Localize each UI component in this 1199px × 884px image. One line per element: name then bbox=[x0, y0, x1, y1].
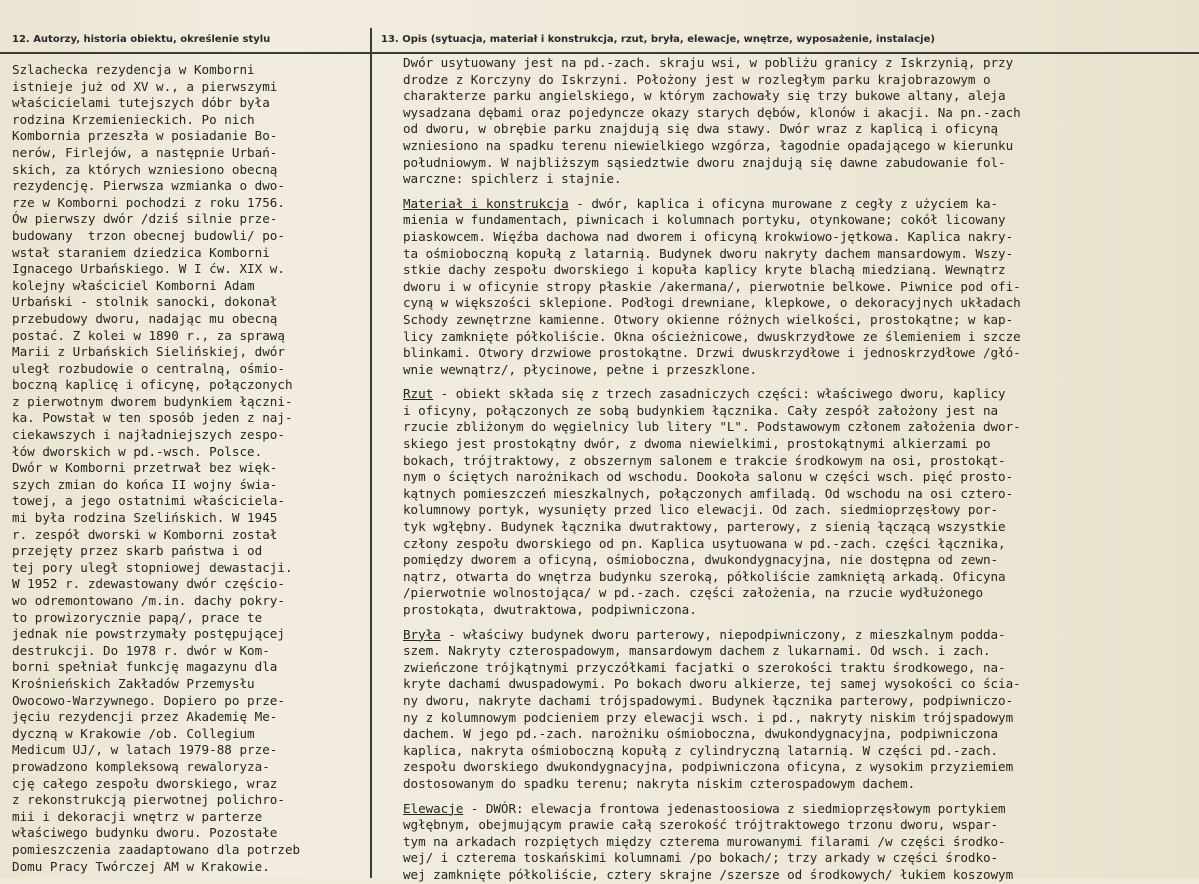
description-line: wzniesiono na spadku terenu niewielkiego wzgórza, łagodnie opadającego w kierunku bbox=[403, 137, 1014, 153]
column-divider bbox=[370, 28, 372, 878]
description-paragraph bbox=[403, 55, 1197, 188]
description-text-column bbox=[403, 55, 1197, 884]
description-line: wysadzana dębami oraz pojedyncze okazy starych dębów, klonów i akacji. Na pn.-zach bbox=[403, 104, 1021, 120]
history-line: destrukcji. Do 1978 r. dwór w Kom- bbox=[12, 642, 270, 658]
description-line: bokach, trójtraktowy, z obszernym salonem e trakcie środkowym na osi, prostokąt- bbox=[403, 452, 1006, 468]
history-line: wo odremontowano /m.in. dachy pokry- bbox=[12, 593, 285, 608]
description-line: piaskowcem. Więźba dachowa nad dworem i oficyną krokwiowo-jętkowa. Kaplica nakry- bbox=[403, 228, 1014, 244]
description-line bbox=[403, 196, 1197, 213]
header-divider-left bbox=[0, 52, 370, 54]
history-line: W 1952 r. zdewastowany dwór częścio- bbox=[12, 576, 285, 592]
description-paragraph bbox=[403, 801, 1197, 884]
section-heading: Elewacje bbox=[403, 800, 464, 816]
history-line: jęciu rezydencji przez Akademię Me- bbox=[12, 709, 278, 725]
description-line bbox=[403, 801, 1197, 818]
description-line: dostosowanym do spadku terenu; nakryta niskim czterospadowym dachem. bbox=[403, 775, 916, 791]
section-12-header: 12. Autorzy, historia obiektu, określenie stylu bbox=[12, 34, 271, 45]
description-line: kątnych pomieszczeń mieszkalnych, połączonych amfiladą. Od wschodu na osi cztero- bbox=[403, 485, 1014, 501]
history-line: jednak nie powstrzymały postępującej bbox=[12, 626, 285, 642]
history-line: Dwór w Komborni przetrwał bez więk- bbox=[12, 460, 278, 476]
history-line: wstał staraniem dziedzica Komborni bbox=[12, 244, 270, 260]
history-line: uległ rozbudowie o centralną, ośmio- bbox=[12, 360, 285, 376]
description-line-text: - obiekt składa się z trzech zasadniczych części: właściwego dworu, kaplicy bbox=[433, 386, 1006, 402]
description-line: blinkami. Otwory drzwiowe prostokątne. Drzwi dwuskrzydłowe i jednoskrzydłowe /głó- bbox=[403, 345, 1021, 361]
description-line: człony zespołu dworskiego od pn. Kaplica usytuowana w pd.-zach. części łącznika, bbox=[403, 535, 1006, 551]
description-line: ny z kolumnowym podcieniem przy elewacji wsch. i pd., nakryty niskim trójspadowym bbox=[403, 709, 1014, 725]
history-line: rze w Komborni pochodzi z roku 1756. bbox=[12, 194, 285, 210]
description-line: warczne: spichlerz i stajnie. bbox=[403, 171, 622, 187]
description-paragraph bbox=[403, 386, 1197, 618]
history-line: mii i dekoracji wnętrz w parterze bbox=[12, 808, 263, 824]
history-line: Ignacego Urbańskiego. W I ćw. XIX w. bbox=[12, 261, 285, 277]
description-line: wgłębnym, obejmującym prawie całą szerokość trójtraktowego trzonu dworu, wspar- bbox=[403, 817, 999, 833]
description-paragraph bbox=[403, 196, 1197, 379]
history-line: nerów, Firlejów, a następnie Urbań- bbox=[12, 144, 278, 160]
history-line: dyczną w Krakowie /ob. Collegium bbox=[12, 725, 255, 741]
description-line: cyną w większości sklepione. Podłogi drewniane, klepkowe, o dekoracyjnych układach bbox=[403, 295, 1021, 311]
description-line: ta ośmioboczną kopułą z latarnią. Budynek dworu nakryty dachem mansardowym. Wszy- bbox=[403, 245, 1014, 261]
history-line: ka. Powstał w ten sposób jeden z naj- bbox=[12, 410, 293, 426]
description-line: południowym. W najbliższym sąsiedztwie dworu znajdują się dawne zabudowanie fol- bbox=[403, 154, 1006, 170]
history-line: łów dworskich w pd.-wsch. Polsce. bbox=[12, 443, 263, 459]
description-line: kaplica, nakryta ośmioboczną kopułą z cylindryczną latarnią. W części pd.-zach. bbox=[403, 742, 999, 758]
history-line: Marii z Urbańskich Sielińskiej, dwór bbox=[12, 344, 285, 360]
paragraph-gap bbox=[403, 378, 1197, 386]
history-line: właściwego budynku dworu. Pozostałe bbox=[12, 825, 278, 841]
history-line: mi była rodzina Szelińskich. W 1945 bbox=[12, 510, 278, 526]
history-line: Kombornia przeszła w posiadanie Bo- bbox=[12, 128, 278, 144]
history-line: Szlachecka rezydencja w Komborni bbox=[12, 62, 255, 77]
history-line: Urbański - stolnik sanocki, dokonał bbox=[12, 294, 278, 310]
description-line: wej/ i czterema toskańskimi kolumnami /po bokach/; trzy arkady w części środko- bbox=[403, 850, 999, 866]
description-line: skiego jest prostokątny dwór, z dwoma niewielkimi, prostokątnymi alkierzami po bbox=[403, 436, 991, 452]
description-line bbox=[403, 627, 1197, 644]
description-line: dworu i w oficynie stropy płaskie /akermana/, pierwotnie belkowe. Piwnice pod ofi- bbox=[403, 278, 1021, 294]
history-line: to prowizorycznie papą/, prace te bbox=[12, 609, 263, 625]
history-line: przejęty przez skarb państwa i od bbox=[12, 543, 263, 559]
description-line: zwieńczone trójkątnymi przyczółkami facjatki o szerokości traktu środkowego, na- bbox=[403, 659, 1006, 675]
history-line: boczną kaplicę i oficynę, połączonych bbox=[12, 377, 293, 393]
history-line: budowany trzon obecnej budowli/ po- bbox=[12, 227, 285, 243]
history-line: rezydencję. Pierwsza wzmianka o dwo- bbox=[12, 178, 285, 194]
description-line: prostokąta, dwutraktowa, podpiwniczona. bbox=[403, 602, 697, 617]
paragraph-gap bbox=[403, 188, 1197, 196]
description-line bbox=[403, 386, 1197, 403]
description-line: Dwór usytuowany jest na pd.-zach. skraju wsi, w pobliżu granicy z Iskrzynią, przy bbox=[403, 55, 1014, 70]
description-line: /pierwotnie wolnostojąca/ w pd.-zach. części założenia, na rzucie wydłużonego bbox=[403, 585, 983, 601]
description-line: mienia w fundamentach, piwnicach i kolumnach portyku, otynkowane; cokół licowany bbox=[403, 212, 1006, 228]
description-line: tyk wgłębny. Budynek łącznika dwutraktowy, parterowy, z sienią łączącą wszystkie bbox=[403, 519, 1006, 535]
description-line: pomiędzy dworem a oficyną, ośmioboczna, dwukondygnacyjna, nie dostępna od zewn- bbox=[403, 552, 999, 568]
history-line: skich, za których wzniesiono obecną bbox=[12, 161, 278, 177]
description-line: i oficyny, połączonych ze sobą budynkiem łącznika. Cały zespół założony jest na bbox=[403, 402, 999, 418]
description-line-text: - dwór, kaplica i oficyna murowane z cegły z użyciem ka- bbox=[568, 195, 999, 211]
history-line: z pierwotnym dworem budynkiem łączni- bbox=[12, 393, 293, 409]
history-line: postać. Z kolei w 1890 r., za sprawą bbox=[12, 327, 285, 343]
history-line: rodzina Krzemienieckich. Po nich bbox=[12, 111, 255, 127]
description-line: Schody zewnętrzne kamienne. Otwory okienne różnych wielkości, prostokątne; w kap- bbox=[403, 311, 1014, 327]
history-line: r. zespół dworski w Komborni został bbox=[12, 526, 278, 542]
history-line: z rekonstrukcją pierwotnej polichro- bbox=[12, 792, 285, 808]
history-line: prowadzono kompleksową rewaloryza- bbox=[12, 758, 270, 774]
description-line: charakterze parku angielskiego, w którym zachowały się trzy bukowe altany, aleja bbox=[403, 88, 1006, 104]
description-line-text: - właściwy budynek dworu parterowy, niepodpiwniczony, z mieszkalnym podda- bbox=[440, 626, 1006, 642]
history-line: cję całego zespołu dworskiego, wraz bbox=[12, 775, 278, 791]
header-divider-right bbox=[372, 52, 1199, 54]
description-line: stkie dachy zespołu dworskiego i kopuła kaplicy kryte blachą miedzianą. Wewnątrz bbox=[403, 262, 1006, 278]
history-line: Owocowo-Warzywnego. Dopiero po prze- bbox=[12, 692, 285, 708]
history-line: ciekawszych i najładniejszych zespo- bbox=[12, 427, 285, 443]
description-line: wnie wewnątrz/, płycinowe, pełne i przeszklone. bbox=[403, 361, 758, 377]
description-line: drodze z Korczyny do Iskrzyni. Położony jest w rozległym parku krajobrazowym o bbox=[403, 71, 991, 87]
history-line: Medicum UJ/, w latach 1979-88 prze- bbox=[12, 742, 278, 758]
description-line: nym o ściętych narożnikach od wschodu. Dookoła salonu w części wsch. pięć prosto- bbox=[403, 469, 1014, 485]
description-line: kolumnowy portyk, wysunięty przed lico elewacji. Od zach. siedmioprzęsłowy por- bbox=[403, 502, 999, 518]
history-line: szych zmian do końca II wojny świa- bbox=[12, 476, 278, 492]
description-line-text: - DWÓR: elewacja frontowa jedenastoosiowa z siedmioprzęsłowym portykiem bbox=[463, 800, 1006, 816]
section-heading: Materiał i konstrukcja bbox=[403, 195, 569, 211]
description-line: rzucie zbliżonym do węgielnicy lub litery "L". Podstawowym członem założenia dwor- bbox=[403, 419, 1021, 435]
history-line: tej pory uległ stopniowej dewastacji. bbox=[12, 559, 293, 575]
description-line: tym na arkadach rozpiętych między czterema murowanymi filarami /w części środko- bbox=[403, 833, 1006, 849]
section-heading: Rzut bbox=[403, 386, 434, 402]
description-line: kryte dachami dwuspadowymi. Po bokach dworu alkierze, tej samej wysokości co ścia- bbox=[403, 676, 1021, 692]
history-line: Krośnieńskich Zakładów Przemysłu bbox=[12, 675, 255, 691]
history-line: borni spełniał funkcję magazynu dla bbox=[12, 659, 278, 675]
description-paragraph bbox=[403, 627, 1197, 793]
history-line: towej, a jego ostatnimi właściciela- bbox=[12, 493, 285, 509]
section-heading: Bryła bbox=[403, 626, 441, 642]
description-line: wej zamknięte półkoliście, cztery skrajne /szersze od środkowych/ łukiem koszowym bbox=[403, 866, 1014, 882]
description-line: ny dworu, nakryte dachami trójspadowymi. Budynek łącznika parterowy, podpiwniczo- bbox=[403, 692, 1014, 708]
description-line: zespołu dworskiego dwukondygnacyjna, podpiwniczona oficyna, z wysokim przyziemiem bbox=[403, 759, 1014, 775]
history-line: istnieje już od XV w., a pierwszymi bbox=[12, 78, 278, 94]
history-line: właścicielami tutejszych dóbr była bbox=[12, 95, 270, 111]
description-line: od dworu, w obrębie parku znajdują się dwa stawy. Dwór wraz z kaplicą i oficyną bbox=[403, 121, 999, 137]
description-line: dachem. W jego pd.-zach. narożniku ośmioboczna, dwukondygnacyjna, podpiwniczona bbox=[403, 726, 999, 742]
history-line: pomieszczenia zaadaptowano dla potrzeb bbox=[12, 841, 301, 857]
description-line: licy zamknięte półkoliście. Okna ościeżnicowe, dwuskrzydłowe ze ślemieniem i szcze bbox=[403, 328, 1021, 344]
history-line: przebudowy dworu, nadając mu obecną bbox=[12, 310, 278, 326]
paragraph-gap bbox=[403, 619, 1197, 627]
history-line: Domu Pracy Twórczej AM w Krakowie. bbox=[12, 858, 270, 874]
history-line: kolejny właściciel Komborni Adam bbox=[12, 277, 255, 293]
paragraph-gap bbox=[403, 793, 1197, 801]
description-line: nątrz, otwarta do wnętrza budynku szeroką, półkoliście zamkniętą arkadą. Oficyna bbox=[403, 568, 1006, 584]
description-line: szem. Nakryty czterospadowym, mansardowym dachem z lukarnami. Od wsch. i zach. bbox=[403, 643, 991, 659]
history-text-column bbox=[12, 62, 367, 875]
history-line: Ów pierwszy dwór /dziś silnie prze- bbox=[12, 211, 278, 227]
section-13-header: 13. Opis (sytuacja, materiał i konstrukcja, rzut, bryła, elewacje, wnętrze, wyposażenie, instalacje) bbox=[381, 34, 935, 45]
